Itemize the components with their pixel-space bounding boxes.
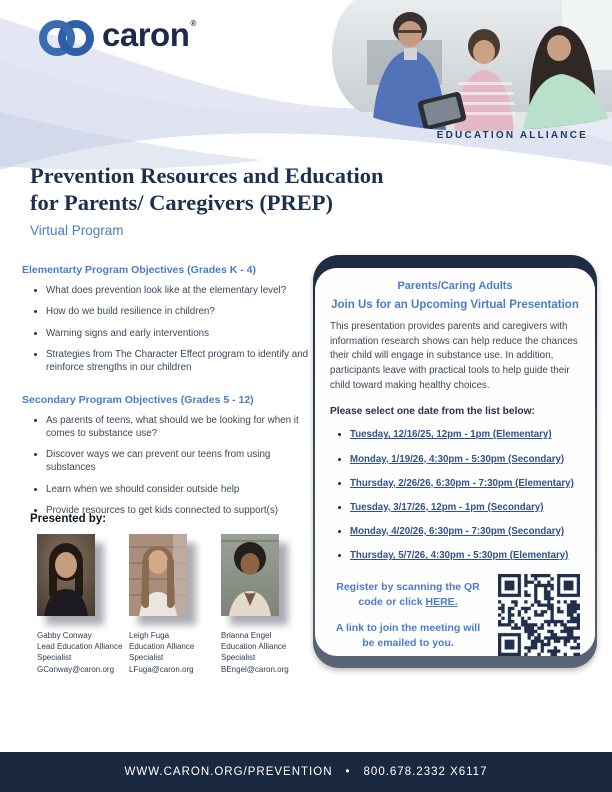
family-photo: [312, 0, 612, 135]
presenter-photo: [37, 534, 95, 616]
presented-by-label: Presented by:: [30, 513, 107, 525]
presenter-card: [37, 534, 123, 675]
title-block: [30, 163, 470, 238]
objective-item: • Strategies from The Character Effect program to identify and reinforce strengths in our children: [46, 349, 310, 375]
date-select-label: Please select one date from the list below:: [330, 406, 535, 418]
presenter-photo: [129, 534, 187, 616]
page-title-line2: for Parents/ Caregivers (PREP): [30, 189, 334, 215]
session-date-item: [350, 550, 580, 562]
presenter-row: [37, 534, 320, 675]
presenter-info: [221, 630, 307, 675]
objective-item: • How do we build resilience in children?: [46, 306, 310, 319]
register-line2: A link to join the meeting will be emailed to you.: [335, 622, 481, 649]
presenter-email: LFuga@caron.org: [129, 664, 194, 674]
presenter-photo: [221, 534, 279, 616]
session-date-link[interactable]: Tuesday, 3/17/26, 12pm - 1pm (Secondary): [350, 501, 544, 513]
presenter-name: Leigh Fuga: [129, 631, 170, 640]
caron-logo: [36, 15, 196, 59]
session-date-link[interactable]: Monday, 4/20/26, 6:30pm - 7:30pm (Secondary): [350, 526, 565, 537]
secondary-objectives-heading: Secondary Program Objectives (Grades 5 - 12): [22, 394, 254, 407]
presenter-name: Gabby Conway: [37, 631, 92, 640]
session-date-item: [350, 478, 580, 490]
secondary-objectives-list: [22, 415, 310, 518]
presenter-email: GConway@caron.org: [37, 664, 115, 674]
elementary-objectives-list: [22, 285, 310, 375]
footer-bullet-separator: •: [345, 766, 351, 778]
card-description: This presentation provides parents and caregivers with information research shows can help reduce the chances their child will engage in substance use. In addition, participants leave with practical tools to help guide their child toward making healthy choices.: [330, 321, 578, 391]
footer-bar: [0, 752, 612, 792]
session-date-link[interactable]: Tuesday, 12/16/25, 12pm - 1pm (Elementary): [350, 429, 552, 441]
presenter-card: [221, 534, 307, 675]
session-date-item: [350, 454, 580, 466]
session-date-link[interactable]: Thursday, 2/26/26, 6:30pm - 7:30pm (Elementary): [350, 477, 574, 489]
presenter-title: Education Alliance Specialist: [221, 642, 287, 663]
objectives-column: [22, 264, 310, 537]
presenter-name: Brianna Engel: [221, 631, 272, 640]
session-date-link[interactable]: Thursday, 5/7/26, 4:30pm - 5:30pm (Elementary): [350, 550, 569, 562]
objective-item: • Discover ways we can prevent our teens from using substances: [46, 449, 310, 475]
presenter-info: [129, 630, 215, 675]
session-date-item: [350, 502, 580, 514]
caron-logo-text: caron®: [102, 16, 196, 53]
register-here-link[interactable]: HERE.: [425, 595, 458, 608]
register-instructions: [330, 580, 486, 651]
objective-item: • Warning signs and early interventions: [46, 328, 310, 341]
presented-by-section: [30, 513, 320, 675]
register-line1: Register by scanning the QR code or click: [336, 580, 480, 608]
session-date-item: [350, 429, 580, 441]
objective-item: • What does prevention look like at the elementary level?: [46, 285, 310, 298]
presenter-card: [129, 534, 215, 675]
objective-item: • Learn when we should consider outside help: [46, 484, 310, 497]
objective-item: • Provide resources to get kids connected to support(s): [46, 505, 310, 518]
card-audience-heading: Parents/Caring Adults: [397, 280, 513, 292]
education-alliance-banner: EDUCATION ALLIANCE: [436, 130, 588, 141]
session-date-item: [350, 526, 580, 538]
program-subtitle: Virtual Program: [30, 223, 124, 239]
presenter-email: BEngel@caron.org: [221, 664, 289, 674]
session-date-list: [330, 429, 580, 561]
page-title-line1: Prevention Resources and Education: [30, 163, 384, 188]
objective-item: • As parents of teens, what should we be looking for when it comes to substance use?: [46, 415, 310, 441]
caron-rings-icon: [36, 15, 94, 59]
virtual-presentation-card: [313, 255, 597, 668]
presenter-info: [37, 630, 123, 675]
presenter-title: Lead Education Alliance Specialist: [37, 642, 123, 663]
qr-code-container: [498, 574, 580, 656]
session-date-link[interactable]: Monday, 1/19/26, 4:30pm - 5:30pm (Secondary): [350, 453, 565, 465]
elementary-objectives-heading: Elementarty Program Objectives (Grades K - 4): [22, 264, 256, 276]
card-body: [315, 268, 595, 656]
footer-phone: 800.678.2332 X6117: [363, 766, 488, 778]
presenter-title: Education Alliance Specialist: [129, 642, 195, 663]
qr-code-icon: [498, 574, 580, 656]
card-join-heading: Join Us for an Upcoming Virtual Presentation: [331, 299, 579, 311]
register-section: [330, 574, 580, 656]
registered-trademark: ®: [190, 19, 196, 28]
footer-website: WWW.CARON.ORG/PREVENTION: [124, 766, 333, 778]
